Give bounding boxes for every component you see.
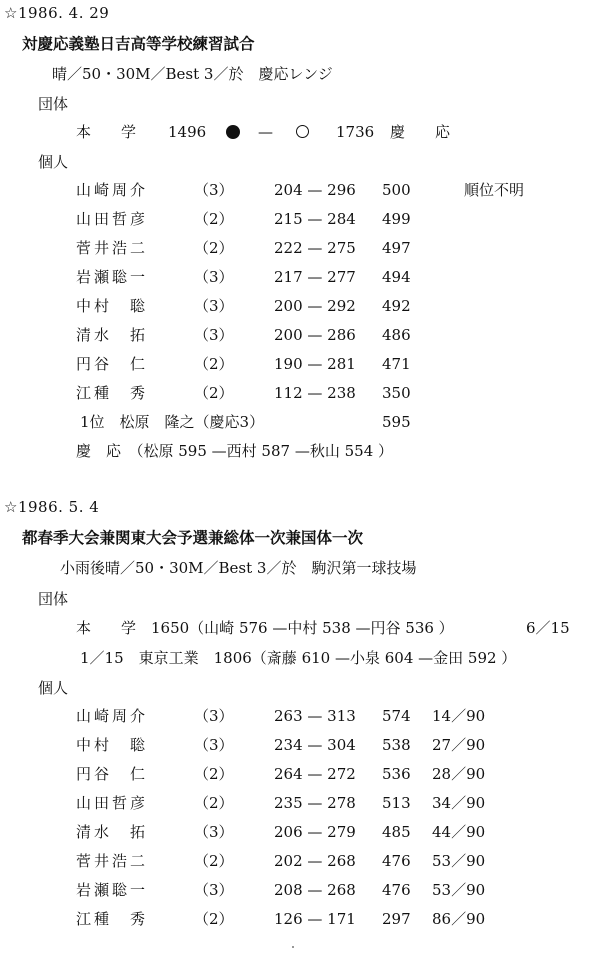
- player-score: 190 — 281: [274, 355, 356, 373]
- player-score: 126 — 171: [274, 910, 356, 928]
- player-rank: 34／90: [432, 794, 486, 812]
- player-rank: 53／90: [432, 881, 486, 899]
- section2-title: 都春季大会兼関東大会予選兼総体一次兼国体一次: [22, 529, 364, 547]
- section2-date: ☆1986. 5. 4: [4, 498, 100, 516]
- section2-team-line1: 本 学 1650（山崎 576 —中村 538 —円谷 536 ）: [76, 619, 454, 637]
- section1-conditions: 晴／50・30M／Best 3／於 慶応レンジ: [52, 65, 333, 83]
- win-circle-icon: [226, 125, 240, 139]
- player-name: 円谷 仁: [76, 355, 149, 373]
- player-grade: （3）: [194, 297, 234, 315]
- player-score: 200 — 286: [274, 326, 356, 344]
- player-grade: （2）: [194, 910, 234, 928]
- player-total: 497: [382, 239, 411, 257]
- player-score: 264 — 272: [274, 765, 356, 783]
- section1-team-heading: 団体: [38, 95, 69, 113]
- player-name: 岩瀬聡一: [76, 881, 149, 899]
- first-place-label: 1位 松原 隆之（慶応3）: [80, 413, 265, 431]
- player-total: 485: [382, 823, 411, 841]
- player-rank: 53／90: [432, 852, 486, 870]
- player-rank: 27／90: [432, 736, 486, 754]
- player-score: 112 — 238: [274, 384, 356, 402]
- player-name: 菅井浩二: [76, 852, 149, 870]
- player-score: 234 — 304: [274, 736, 356, 754]
- player-total: 486: [382, 326, 411, 344]
- player-name: 中村 聡: [76, 736, 149, 754]
- player-total: 350: [382, 384, 411, 402]
- player-total: 538: [382, 736, 411, 754]
- player-name: 江種 秀: [76, 384, 149, 402]
- player-score: 215 — 284: [274, 210, 356, 228]
- player-name: 岩瀬聡一: [76, 268, 149, 286]
- section1-title: 対慶応義塾日吉高等学校練習試合: [22, 35, 255, 53]
- player-name: 山田哲彦: [76, 210, 149, 228]
- team-right-score: 1736: [336, 123, 375, 141]
- player-name: 清水 拓: [76, 823, 149, 841]
- player-grade: （2）: [194, 852, 234, 870]
- section2-team-line2: 1／15 東京工業 1806（斎藤 610 —小泉 604 —金田 592 ）: [80, 649, 517, 667]
- player-total: 471: [382, 355, 411, 373]
- player-total: 513: [382, 794, 411, 812]
- player-total: 476: [382, 852, 411, 870]
- player-grade: （2）: [194, 765, 234, 783]
- player-name: 清水 拓: [76, 326, 149, 344]
- player-grade: （3）: [194, 736, 234, 754]
- player-name: 江種 秀: [76, 910, 149, 928]
- player-rank: 44／90: [432, 823, 486, 841]
- team-left-score: 1496: [168, 123, 207, 141]
- player-total: 574: [382, 707, 411, 725]
- section2-conditions: 小雨後晴／50・30M／Best 3／於 駒沢第一球技場: [60, 559, 417, 577]
- player-grade: （3）: [194, 707, 234, 725]
- keio-team-line: 慶 応 （松原 595 —西村 587 —秋山 554 ）: [76, 442, 394, 460]
- player-rank: 14／90: [432, 707, 486, 725]
- player-score: 235 — 278: [274, 794, 356, 812]
- player-name: 円谷 仁: [76, 765, 149, 783]
- player-rank: 28／90: [432, 765, 486, 783]
- player-grade: （2）: [194, 210, 234, 228]
- player-total: 500: [382, 181, 411, 199]
- player-note: 順位不明: [464, 181, 525, 199]
- player-score: 202 — 268: [274, 852, 356, 870]
- section1-individual-heading: 個人: [38, 153, 69, 171]
- player-score: 208 — 268: [274, 881, 356, 899]
- scan-speck: [292, 946, 294, 948]
- player-grade: （2）: [194, 384, 234, 402]
- player-name: 山田哲彦: [76, 794, 149, 812]
- team-dash: —: [258, 123, 273, 141]
- player-total: 476: [382, 881, 411, 899]
- player-grade: （3）: [194, 326, 234, 344]
- player-score: 200 — 292: [274, 297, 356, 315]
- section1-date: ☆1986. 4. 29: [4, 4, 110, 22]
- section2-team-heading: 団体: [38, 590, 69, 608]
- first-place-total: 595: [382, 413, 411, 431]
- team-right-name: 慶 応: [390, 123, 451, 141]
- player-grade: （3）: [194, 823, 234, 841]
- section2-team-rank: 6／15: [526, 619, 570, 637]
- team-left-name: 本 学: [76, 123, 137, 141]
- player-name: 山崎周介: [76, 181, 149, 199]
- player-grade: （3）: [194, 268, 234, 286]
- player-total: 492: [382, 297, 411, 315]
- player-name: 山崎周介: [76, 707, 149, 725]
- player-score: 206 — 279: [274, 823, 356, 841]
- player-grade: （3）: [194, 181, 234, 199]
- player-total: 499: [382, 210, 411, 228]
- section2-individual-heading: 個人: [38, 679, 69, 697]
- player-total: 536: [382, 765, 411, 783]
- player-score: 217 — 277: [274, 268, 356, 286]
- player-grade: （2）: [194, 239, 234, 257]
- player-total: 494: [382, 268, 411, 286]
- player-grade: （2）: [194, 355, 234, 373]
- player-score: 263 — 313: [274, 707, 356, 725]
- player-score: 204 — 296: [274, 181, 356, 199]
- player-grade: （2）: [194, 794, 234, 812]
- player-grade: （3）: [194, 881, 234, 899]
- player-total: 297: [382, 910, 411, 928]
- loss-circle-icon: [296, 125, 309, 138]
- player-score: 222 — 275: [274, 239, 356, 257]
- player-name: 菅井浩二: [76, 239, 149, 257]
- player-name: 中村 聡: [76, 297, 149, 315]
- player-rank: 86／90: [432, 910, 486, 928]
